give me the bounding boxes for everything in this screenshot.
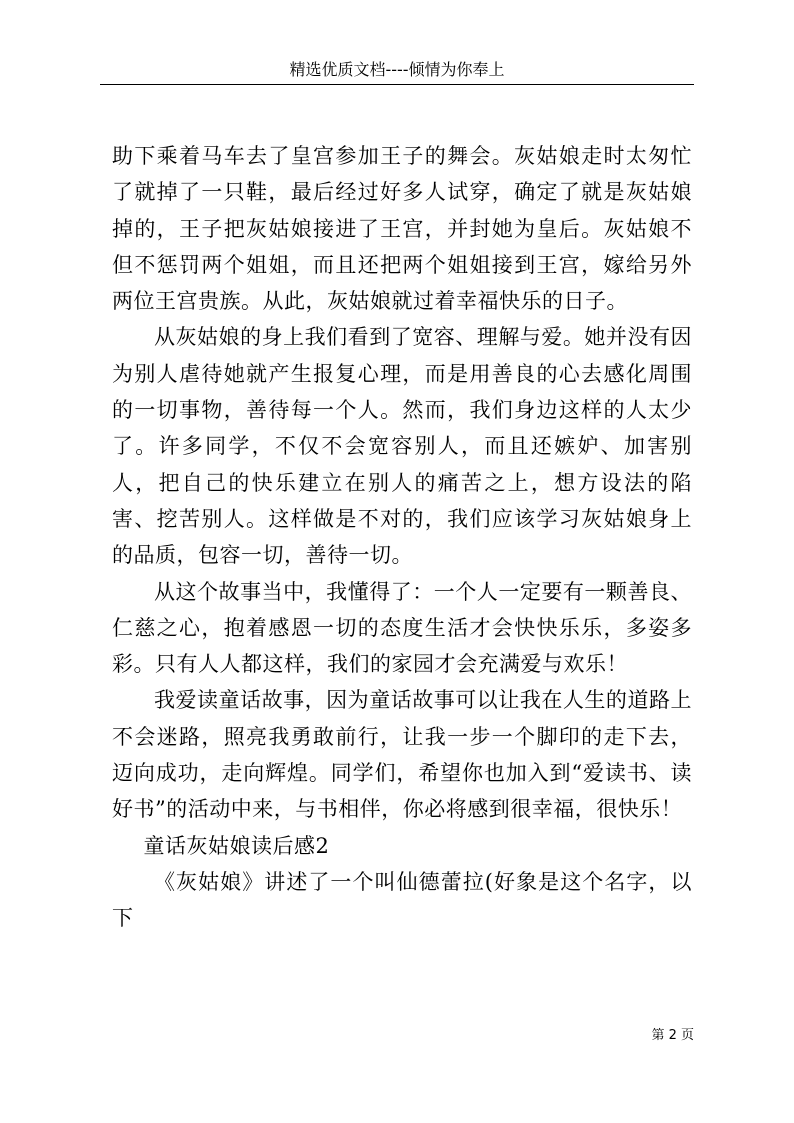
header-title: 精选优质文档----倾情为你奉上 [289,60,505,79]
document-body [112,138,692,937]
paragraph: 我爱读童话故事，因为童话故事可以让我在人生的道路上不会迷路，照亮我勇敢前行，让我一步一个脚印的走下去，迈向成功，走向辉煌。同学们，希望你也加入到“爱读书、读好书”的活动中来，与书相伴，你必将感到很幸福，很快乐！ [112,688,692,822]
paragraph: 《灰姑娘》讲述了一个叫仙德蕾拉(好象是这个名字，以下 [112,869,692,931]
page-number [651,1028,694,1044]
paragraph: 从这个故事当中，我懂得了：一个人一定要有一颗善良、仁慈之心，抱着感恩一切的态度生活才会快快乐乐，多姿多彩。只有人人都这样，我们的家园才会充满爱与欢乐！ [112,579,692,677]
page-number-label: 第 2 页 [651,1028,694,1043]
paragraph: 从灰姑娘的身上我们看到了宽容、理解与爱。她并没有因为别人虐待她就产生报复心理，而是用善良的心去感化周围的一切事物，善待每一个人。然而，我们身边这样的人太少了。许多同学，不仅不会宽容别人，而且还嫉妒、加害别人，把自己的快乐建立在别人的痛苦之上，想方设法的陷害、挖苦别人。这样做是不对的，我们应该学习灰姑娘身上的品质，包容一切，善待一切。 [112,325,692,568]
page-header [100,56,694,85]
paragraph-continuation: 助下乘着马车去了皇宫参加王子的舞会。灰姑娘走时太匆忙了就掉了一只鞋，最后经过好多人试穿，确定了就是灰姑娘掉的，王子把灰姑娘接进了王宫，并封她为皇后。灰姑娘不但不惩罚两个姐姐，而且还把两个姐姐接到王宫，嫁给另外两位王宫贵族。从此，灰姑娘就过着幸福快乐的日子。 [112,144,692,314]
section-heading: 童话灰姑娘读后感2 [143,833,330,858]
